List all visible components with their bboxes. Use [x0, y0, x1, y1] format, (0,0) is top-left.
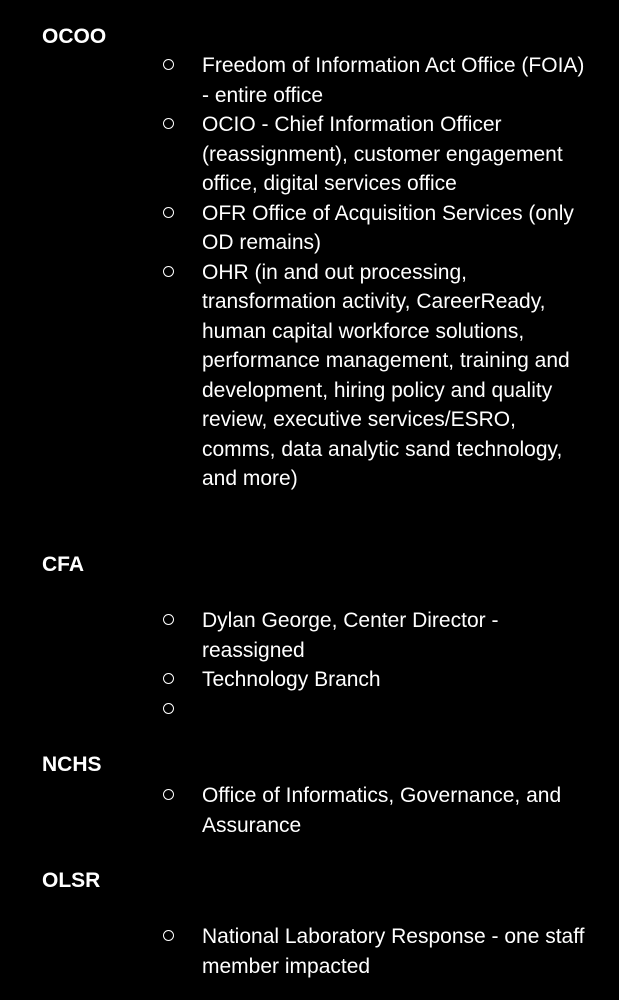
hollow-circle-bullet-icon: [163, 606, 177, 636]
hollow-circle-bullet-icon: [163, 781, 177, 811]
list-item-text: Office of Informatics, Governance, and Assurance: [202, 784, 562, 837]
list-item: [0, 258, 619, 494]
list-item-text: OCIO - Chief Information Officer (reassignment), customer engagement office, digital services office: [202, 113, 563, 195]
list-item-text: National Laboratory Response - one staff member impacted: [202, 925, 585, 978]
section-list-ocoo: [0, 51, 619, 494]
hollow-circle-bullet-icon: [163, 110, 177, 140]
hollow-circle-bullet-icon: [163, 199, 177, 229]
section-heading-ocoo: OCOO: [42, 25, 107, 48]
section-list-olsr: [0, 922, 619, 981]
hollow-circle-bullet-icon: [163, 258, 177, 288]
list-item-text: Technology Branch: [202, 668, 381, 691]
section-list-cfa: [0, 606, 619, 724]
section-heading-olsr: OLSR: [42, 869, 101, 892]
list-item: [0, 665, 619, 695]
list-item-text: OHR (in and out processing, transformation activity, CareerReady, human capital workforce solutions, performance management, training and development, hiring policy and quality review, executive services/ESRO, comms, data analytic sand technology, and more): [202, 260, 570, 490]
section-heading-nchs: NCHS: [42, 753, 102, 776]
section-list-nchs: [0, 781, 619, 840]
list-item: [0, 922, 619, 981]
hollow-circle-bullet-icon: [163, 51, 177, 81]
list-item: [0, 695, 619, 725]
list-item: [0, 606, 619, 665]
list-item: [0, 51, 619, 110]
list-item: [0, 110, 619, 199]
hollow-circle-bullet-icon: [163, 922, 177, 952]
hollow-circle-bullet-icon: [163, 695, 177, 725]
list-item-text: Freedom of Information Act Office (FOIA) - entire office: [202, 54, 585, 107]
list-item: [0, 781, 619, 840]
list-item-text: OFR Office of Acquisition Services (only OD remains): [202, 201, 574, 254]
list-item: [0, 199, 619, 258]
list-item-text: Dylan George, Center Director - reassigned: [202, 609, 499, 662]
section-heading-cfa: CFA: [42, 553, 84, 576]
hollow-circle-bullet-icon: [163, 665, 177, 695]
